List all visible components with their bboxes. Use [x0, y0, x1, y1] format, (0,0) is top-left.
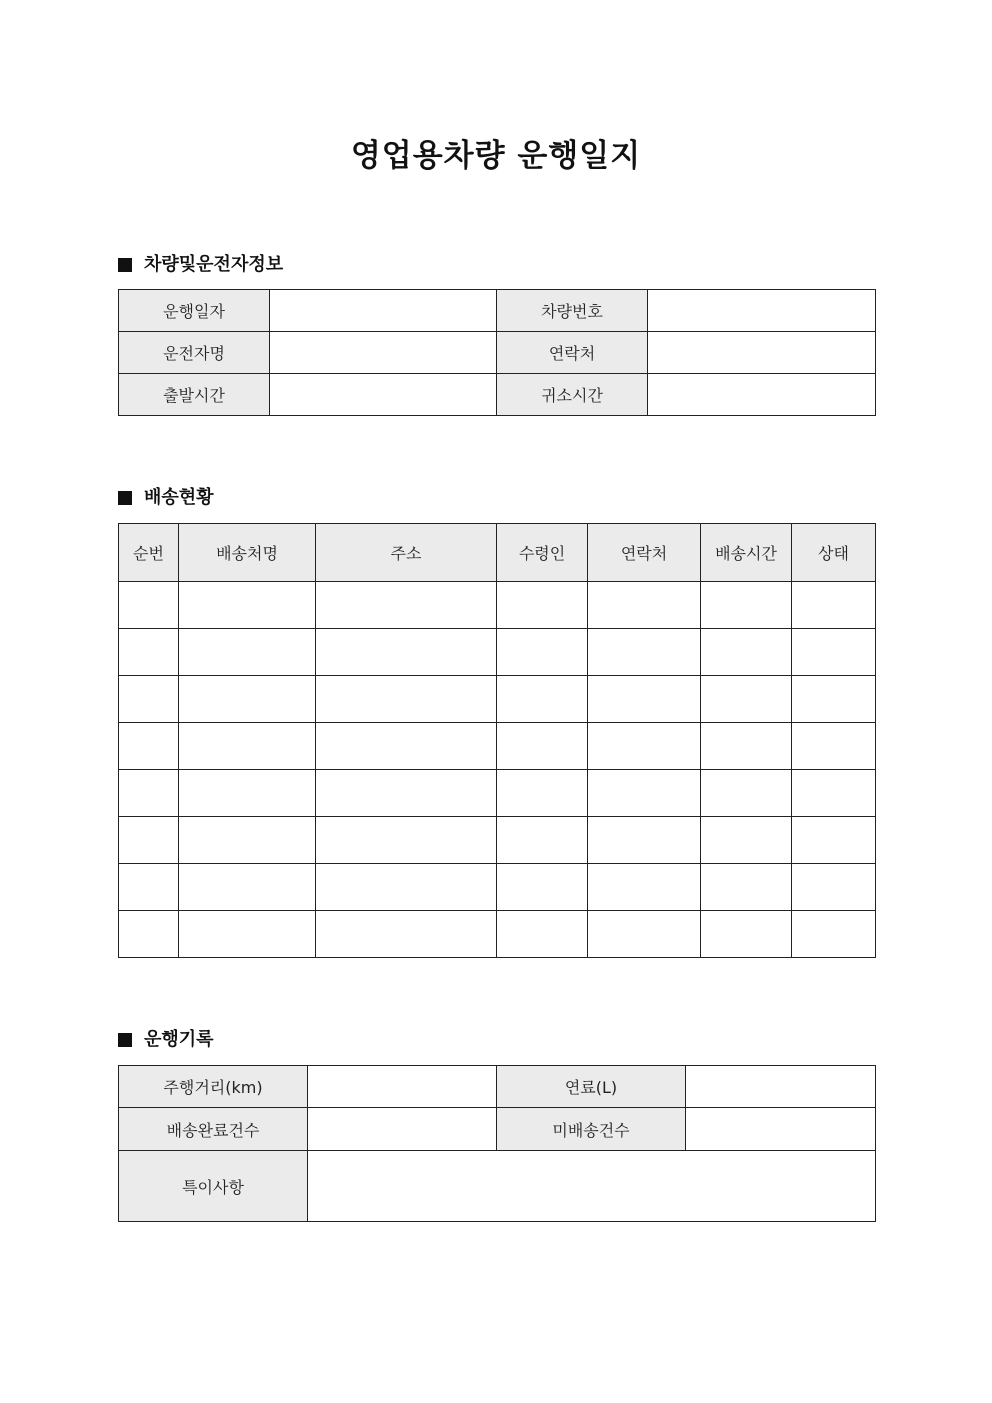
table-row: [119, 676, 876, 723]
recipient-cell[interactable]: [497, 817, 588, 864]
address-cell[interactable]: [316, 911, 497, 958]
operation-date-label: 운행일자: [119, 290, 270, 332]
notes-label: 특이사항: [119, 1151, 308, 1222]
return-time-label: 귀소시간: [497, 374, 648, 416]
table-row: [119, 770, 876, 817]
fuel-label: 연료(L): [497, 1066, 686, 1108]
square-bullet-icon: [118, 1033, 132, 1047]
departure-time-label: 출발시간: [119, 374, 270, 416]
recipient-cell[interactable]: [497, 629, 588, 676]
status-cell[interactable]: [792, 864, 876, 911]
seq-cell[interactable]: [119, 629, 179, 676]
recipient-cell[interactable]: [497, 911, 588, 958]
table-header-row: [119, 524, 876, 582]
delivery-time-cell[interactable]: [701, 911, 792, 958]
address-cell[interactable]: [316, 770, 497, 817]
distance-label: 주행거리(km): [119, 1066, 308, 1108]
address-cell[interactable]: [316, 629, 497, 676]
contact-field[interactable]: [648, 332, 876, 374]
address-cell[interactable]: [316, 864, 497, 911]
status-cell[interactable]: [792, 911, 876, 958]
destination-cell[interactable]: [179, 676, 316, 723]
column-header-contact: 연락처: [588, 524, 701, 582]
operation-date-field[interactable]: [270, 290, 497, 332]
destination-cell[interactable]: [179, 723, 316, 770]
recipient-cell[interactable]: [497, 676, 588, 723]
column-header-status: 상태: [792, 524, 876, 582]
table-row: [119, 911, 876, 958]
status-cell[interactable]: [792, 770, 876, 817]
destination-cell[interactable]: [179, 629, 316, 676]
table-row: [119, 817, 876, 864]
contact-cell[interactable]: [588, 770, 701, 817]
recipient-cell[interactable]: [497, 582, 588, 629]
table-row: [119, 332, 876, 374]
contact-cell[interactable]: [588, 723, 701, 770]
delivery-table: [118, 523, 876, 958]
delivery-time-cell[interactable]: [701, 629, 792, 676]
delivery-time-cell[interactable]: [701, 864, 792, 911]
seq-cell[interactable]: [119, 911, 179, 958]
recipient-cell[interactable]: [497, 770, 588, 817]
table-row: [119, 1151, 876, 1222]
destination-cell[interactable]: [179, 817, 316, 864]
destination-cell[interactable]: [179, 911, 316, 958]
vehicle-number-field[interactable]: [648, 290, 876, 332]
contact-cell[interactable]: [588, 582, 701, 629]
section-heading-vehicle-info: [118, 252, 283, 278]
seq-cell[interactable]: [119, 770, 179, 817]
address-cell[interactable]: [316, 723, 497, 770]
table-row: [119, 1066, 876, 1108]
seq-cell[interactable]: [119, 582, 179, 629]
delivery-time-cell[interactable]: [701, 723, 792, 770]
destination-cell[interactable]: [179, 864, 316, 911]
table-row: [119, 374, 876, 416]
column-header-recipient: 수령인: [497, 524, 588, 582]
seq-cell[interactable]: [119, 676, 179, 723]
contact-cell[interactable]: [588, 676, 701, 723]
completed-count-field[interactable]: [308, 1108, 497, 1151]
vehicle-number-label: 차량번호: [497, 290, 648, 332]
square-bullet-icon: [118, 491, 132, 505]
destination-cell[interactable]: [179, 770, 316, 817]
departure-time-field[interactable]: [270, 374, 497, 416]
seq-cell[interactable]: [119, 723, 179, 770]
table-row: [119, 1108, 876, 1151]
table-row: [119, 723, 876, 770]
undelivered-count-field[interactable]: [686, 1108, 876, 1151]
status-cell[interactable]: [792, 723, 876, 770]
section-title: 배송현황: [144, 487, 214, 508]
status-cell[interactable]: [792, 817, 876, 864]
contact-cell[interactable]: [588, 911, 701, 958]
status-cell[interactable]: [792, 629, 876, 676]
notes-field[interactable]: [308, 1151, 876, 1222]
column-header-address: 주소: [316, 524, 497, 582]
seq-cell[interactable]: [119, 864, 179, 911]
delivery-time-cell[interactable]: [701, 676, 792, 723]
page-title: 영업용차량 운행일지: [350, 138, 642, 174]
table-row: [119, 290, 876, 332]
delivery-time-cell[interactable]: [701, 817, 792, 864]
section-heading-delivery: [118, 485, 214, 511]
recipient-cell[interactable]: [497, 723, 588, 770]
contact-cell[interactable]: [588, 629, 701, 676]
driver-name-label: 운전자명: [119, 332, 270, 374]
driver-name-field[interactable]: [270, 332, 497, 374]
table-row: [119, 864, 876, 911]
section-heading-operation-record: [118, 1027, 214, 1053]
seq-cell[interactable]: [119, 817, 179, 864]
section-title: 운행기록: [144, 1029, 214, 1050]
operation-record-table: [118, 1065, 876, 1222]
contact-label: 연락처: [497, 332, 648, 374]
vehicle-info-table: [118, 289, 876, 416]
fuel-field[interactable]: [686, 1066, 876, 1108]
address-cell[interactable]: [316, 582, 497, 629]
column-header-delivery-time: 배송시간: [701, 524, 792, 582]
contact-cell[interactable]: [588, 817, 701, 864]
delivery-time-cell[interactable]: [701, 582, 792, 629]
table-row: [119, 629, 876, 676]
column-header-seq: 순번: [119, 524, 179, 582]
undelivered-count-label: 미배송건수: [497, 1108, 686, 1151]
status-cell[interactable]: [792, 676, 876, 723]
table-row: [119, 582, 876, 629]
recipient-cell[interactable]: [497, 864, 588, 911]
delivery-time-cell[interactable]: [701, 770, 792, 817]
completed-count-label: 배송완료건수: [119, 1108, 308, 1151]
address-cell[interactable]: [316, 817, 497, 864]
column-header-destination: 배송처명: [179, 524, 316, 582]
contact-cell[interactable]: [588, 864, 701, 911]
status-cell[interactable]: [792, 582, 876, 629]
address-cell[interactable]: [316, 676, 497, 723]
section-title: 차량및운전자정보: [144, 254, 284, 275]
distance-field[interactable]: [308, 1066, 497, 1108]
return-time-field[interactable]: [648, 374, 876, 416]
square-bullet-icon: [118, 258, 132, 272]
destination-cell[interactable]: [179, 582, 316, 629]
